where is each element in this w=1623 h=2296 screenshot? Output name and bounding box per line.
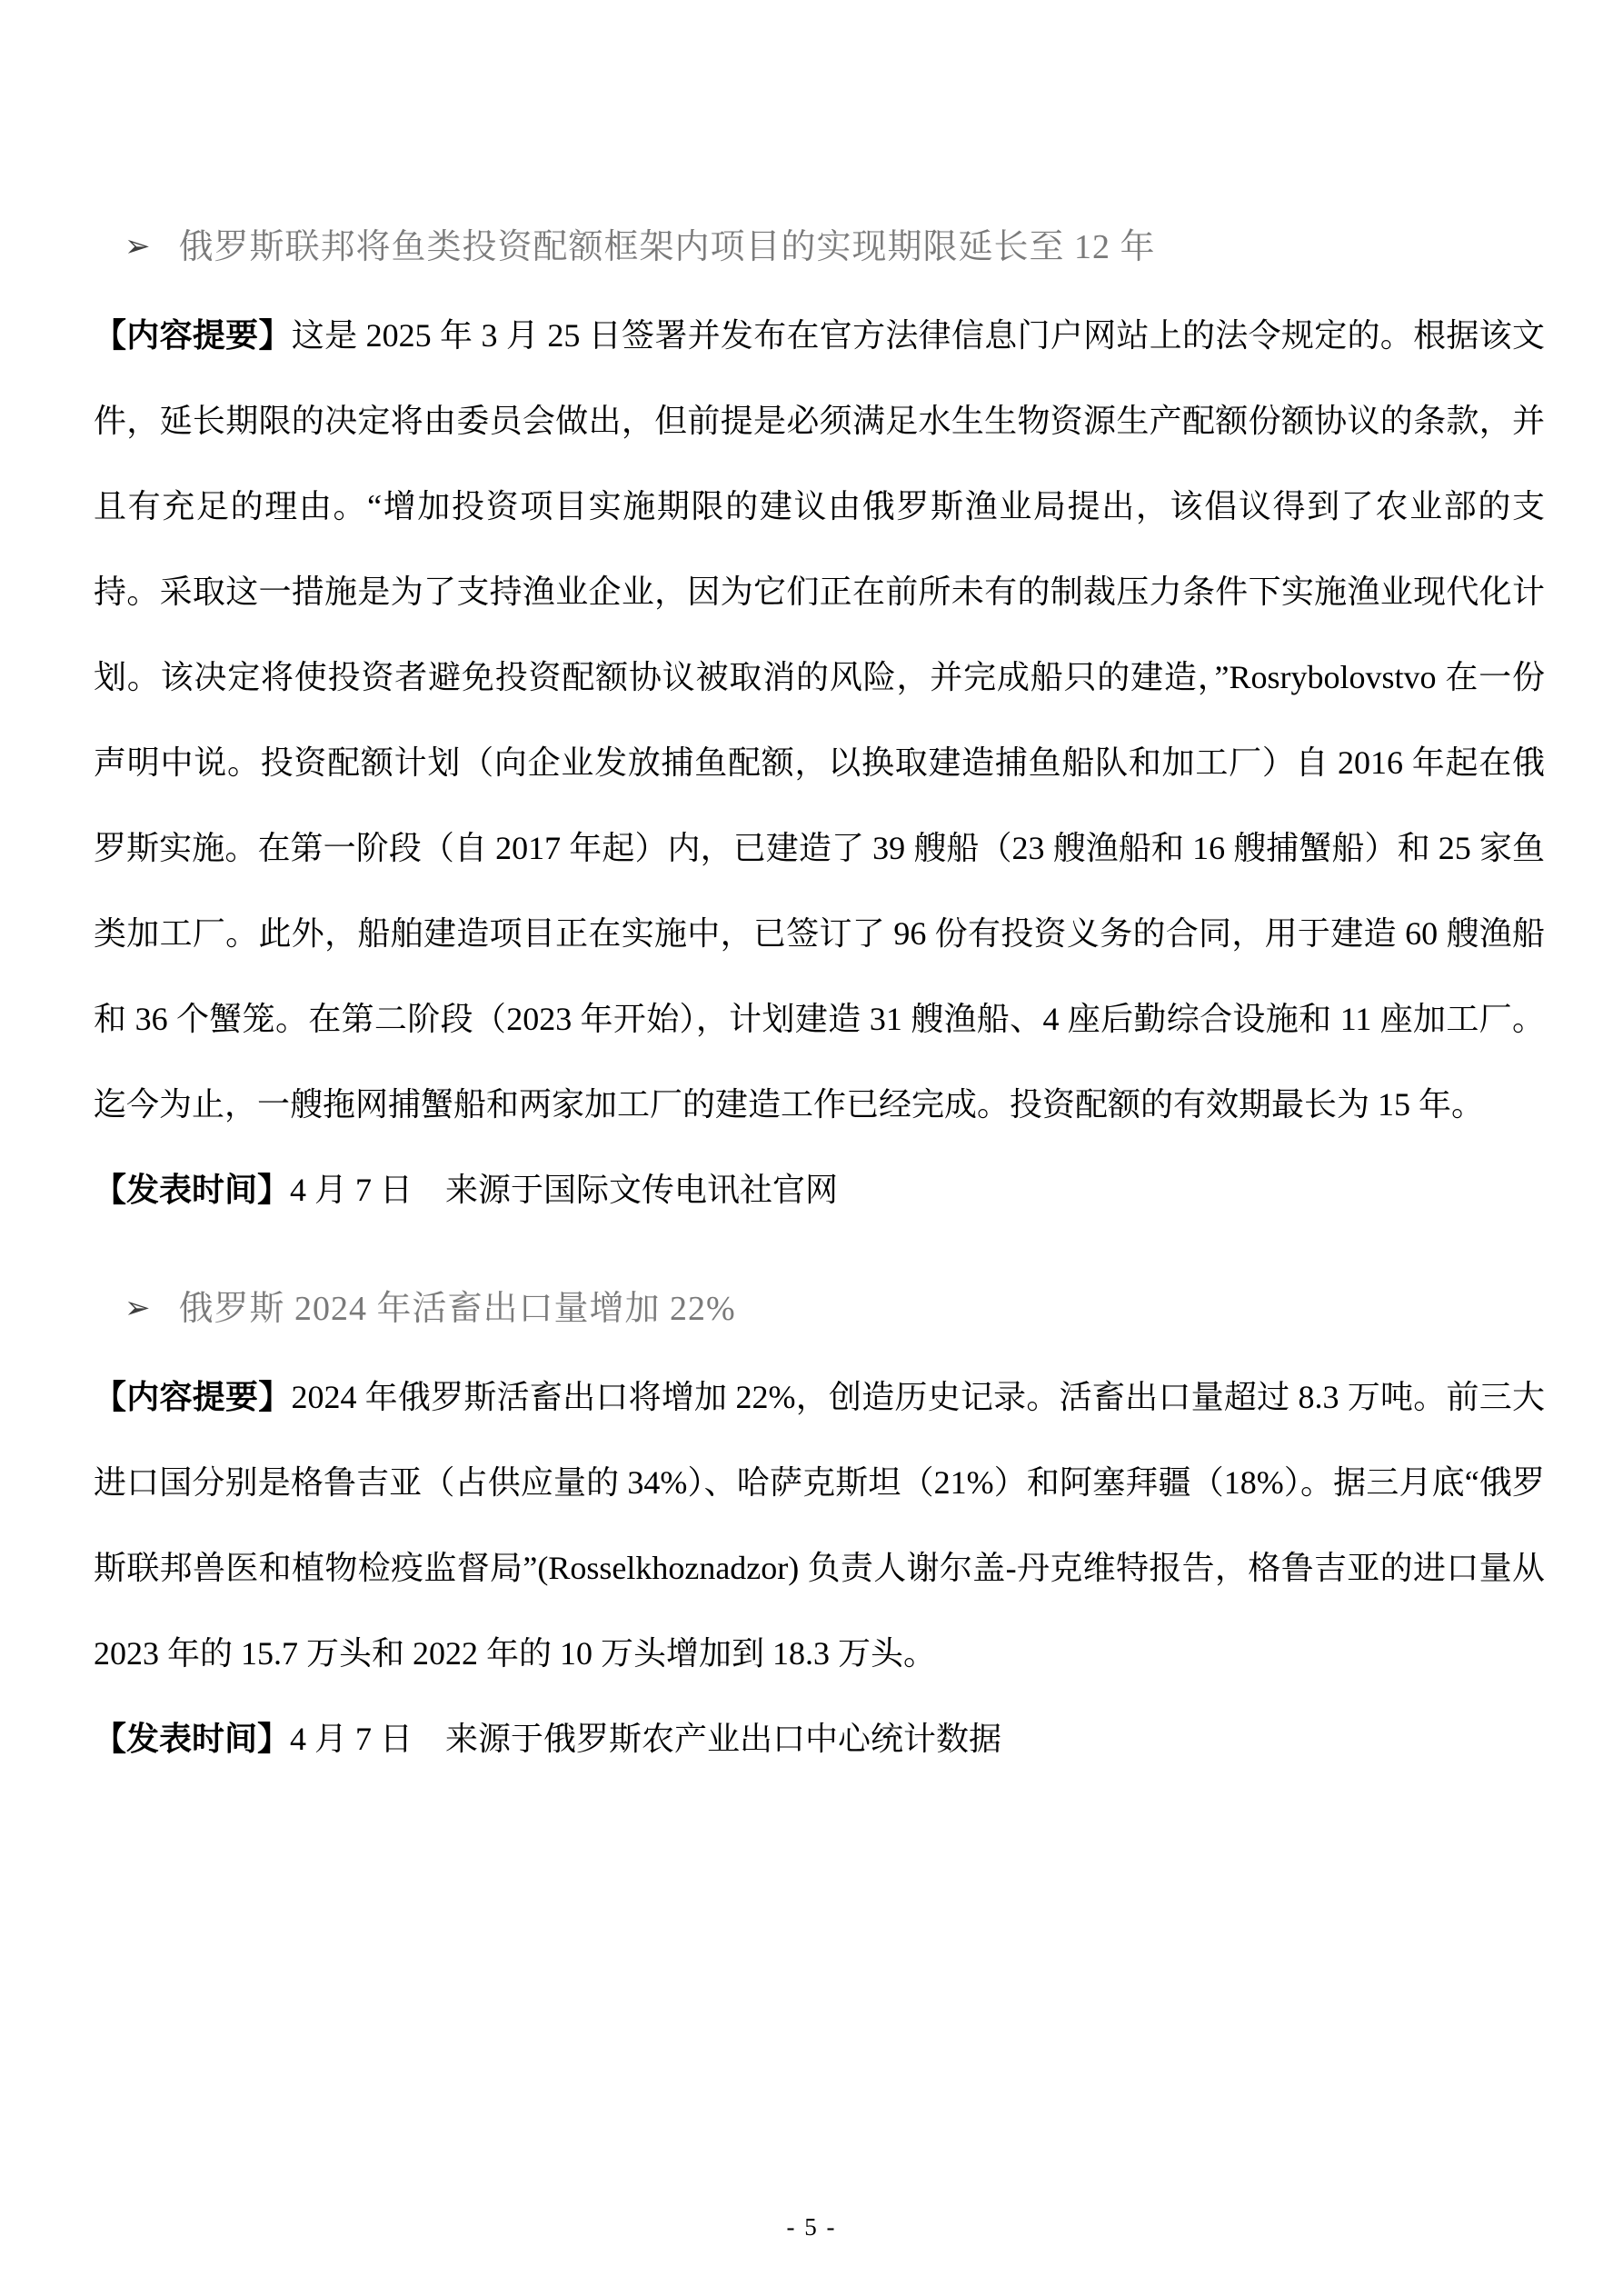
publish-date-line	[94, 1696, 1545, 1782]
bullet-arrow-icon: ➢	[124, 230, 152, 264]
summary-label: 【内容提要】	[94, 1379, 292, 1415]
section-title-text: 俄罗斯联邦将鱼类投资配额框架内项目的实现期限延长至 12 年	[178, 228, 1156, 266]
section-livestock-export	[94, 1285, 1545, 1782]
publish-text: 4 月 7 日 来源于俄罗斯农产业出口中心统计数据	[290, 1721, 1002, 1757]
bullet-arrow-icon: ➢	[124, 1292, 152, 1325]
summary-label: 【内容提要】	[94, 317, 292, 354]
summary-paragraph	[94, 293, 1545, 1147]
publish-label: 【发表时间】	[94, 1721, 291, 1757]
publish-date-line	[94, 1147, 1545, 1233]
summary-text: 这是 2025 年 3 月 25 日签署并发布在官方法律信息门户网站上的法令规定的。根据该文件，延长期限的决定将由委员会做出，但前提是必须满足水生生物资源生产配额份额协议的条款，并且有充足的理由。“增加投资项目实施期限的建议由俄罗斯渔业局提出，该倡议得到了农业部的支持。采取这一措施是为了支持渔业企业，因为它们正在前所未有的制裁压力条件下实施渔业现代化计划。该决定将使投资者避免投资配额协议被取消的风险，并完成船只的建造，”Rosrybolovstvo 在一份声明中说。投资配额计划（向企业发放捕鱼配额，以换取建造捕鱼船队和加工厂）自 2016 年起在俄罗斯实施。在第一阶段（自 2017 年起）内，已建造了 39 艘船（23 艘渔船和 16 艘捕蟹船）和 25 家鱼类加工厂。此外，船舶建造项目正在实施中，已签订了 96 份有投资义务的合同，用于建造 60 艘渔船和 36 个蟹笼。在第二阶段（2023 年开始），计划建造 31 艘渔船、4 座后勤综合设施和 11 座加工厂。迄今为止，一艘拖网捕蟹船和两家加工厂的建造工作已经完成。投资配额的有效期最长为 15 年。	[94, 317, 1545, 1123]
section-title	[124, 1285, 1545, 1333]
page-number: - 5 -	[786, 2213, 837, 2241]
section-title	[124, 224, 1545, 271]
publish-text: 4 月 7 日 来源于国际文传电讯社官网	[290, 1172, 839, 1208]
summary-text: 2024 年俄罗斯活畜出口将增加 22%，创造历史记录。活畜出口量超过 8.3 万吨。前三大进口国分别是格鲁吉亚（占供应量的 34%）、哈萨克斯坦（21%）和阿塞拜疆（18%）。据三月底“俄罗斯联邦兽医和植物检疫监督局”(Rosselkhoznadzor) 负责人谢尔盖-丹克维特报告，格鲁吉亚的进口量从 2023 年的 15.7 万头和 2022 年的 10 万头增加到 18.3 万头。	[94, 1379, 1545, 1672]
publish-label: 【发表时间】	[94, 1172, 291, 1208]
summary-paragraph	[94, 1354, 1545, 1696]
section-fish-quota	[94, 224, 1545, 1233]
section-title-text: 俄罗斯 2024 年活畜出口量增加 22%	[178, 1290, 736, 1328]
